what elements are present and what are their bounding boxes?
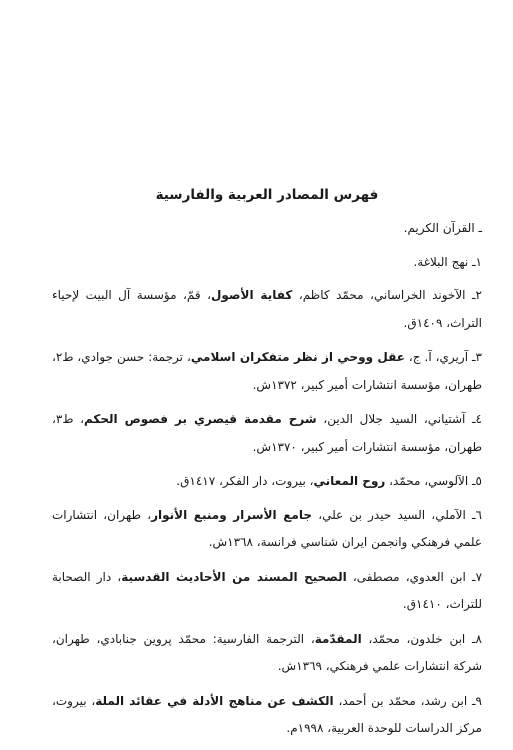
entry-number: ١ـ (468, 254, 482, 269)
entry-details: ، طهران، انتشارات علمي فرهنكي وانجمن ايران شناسي فرانسة، ١٣٦٨ش. (52, 507, 482, 549)
entry-number: ٦ـ (465, 507, 482, 522)
bibliography-entry (52, 215, 482, 243)
entry-title: الكشف عن مناهج الأدلة في عقائد الملة (95, 693, 334, 708)
entry-title: جامع الأسرار ومنبع الأنوار (151, 507, 312, 522)
bibliography-section (52, 183, 482, 750)
bibliography-entry (52, 249, 482, 277)
entry-author: ابن خلدون، محمّد، (361, 631, 466, 646)
entry-number: ـ (474, 221, 482, 235)
entry-number: ٨ـ (465, 631, 482, 646)
entry-number: ٩ـ (467, 693, 482, 708)
entry-details: نهج البلاغة. (413, 254, 469, 269)
bibliography-entry (52, 688, 482, 743)
bibliography-entry (52, 502, 482, 557)
entry-details: ، قمّ، مؤسسة آل البيت لإحياء التراث، ١٤٠٩ق. (52, 288, 482, 330)
entry-author: ابن العدوي، مصطفى، (346, 569, 466, 584)
entry-details: القرآن الكريم. (403, 221, 475, 235)
entry-title: المقدّمة (314, 631, 362, 646)
bibliography-entry (52, 626, 482, 681)
entry-author: آشتياني، السيد جلال الدين، (316, 412, 466, 426)
entry-details: ، ترجمة: حسن جوادي، ط٢، طهران، مؤسسة انتشارات أمير كبير، ١٣٧٢ش. (52, 350, 482, 392)
entry-author: آريري، آ. ج، (404, 350, 469, 364)
bibliography-entry (52, 564, 482, 619)
bibliography-entry (52, 406, 482, 461)
entry-title: عقل ووحي از نظر متفكران اسلامي (190, 350, 405, 364)
entry-author: الآملي، السيد حيدر بن علي، (311, 507, 466, 522)
entry-details: ، بيروت، مركز الدراسات للوحدة العربية، ١٩٩٨م. (52, 693, 482, 735)
entry-title: كفاية الأصول (210, 288, 293, 302)
entry-number: ٧ـ (465, 569, 483, 584)
entry-number: ٣ـ (468, 350, 482, 364)
entry-title: روح المعاني (313, 474, 386, 488)
section-heading: فهرس المصادر العربية والفارسية (155, 187, 379, 203)
entry-details: ، دار الصحابة للتراث، ١٤١٠ق. (52, 569, 482, 611)
entry-details: ، بيروت، دار الفكر، ١٤١٧ق. (176, 474, 314, 488)
entry-title: الصحيح المسند من الأحاديث القدسية (121, 569, 347, 584)
entry-number: ٢ـ (465, 288, 482, 302)
entry-number: ٥ـ (468, 474, 482, 488)
bibliography-entry (52, 282, 482, 337)
bibliography-entry (52, 344, 482, 399)
entry-number: ٤ـ (465, 412, 482, 426)
entry-author: ابن رشد، محمّد بن أحمد، (333, 693, 468, 708)
entry-author: الآلوسي، محمّد، (385, 474, 469, 488)
bibliography-entry (52, 468, 482, 496)
entry-details: ، الترجمة الفارسية: محمّد پروين جنابادي، طهران، شركة انتشارات علمي فرهنكي، ١٣٦٩ش. (52, 631, 482, 673)
entry-title: شرح مقدمة قيصري بر فصوص الحكم (83, 412, 317, 426)
entry-details: ، ط٣، طهران، مؤسسة انتشارات أمير كبير، ١٣٧٠ش. (52, 412, 482, 454)
entry-author: الآخوند الخراساني، محمّد كاظم، (292, 288, 466, 302)
